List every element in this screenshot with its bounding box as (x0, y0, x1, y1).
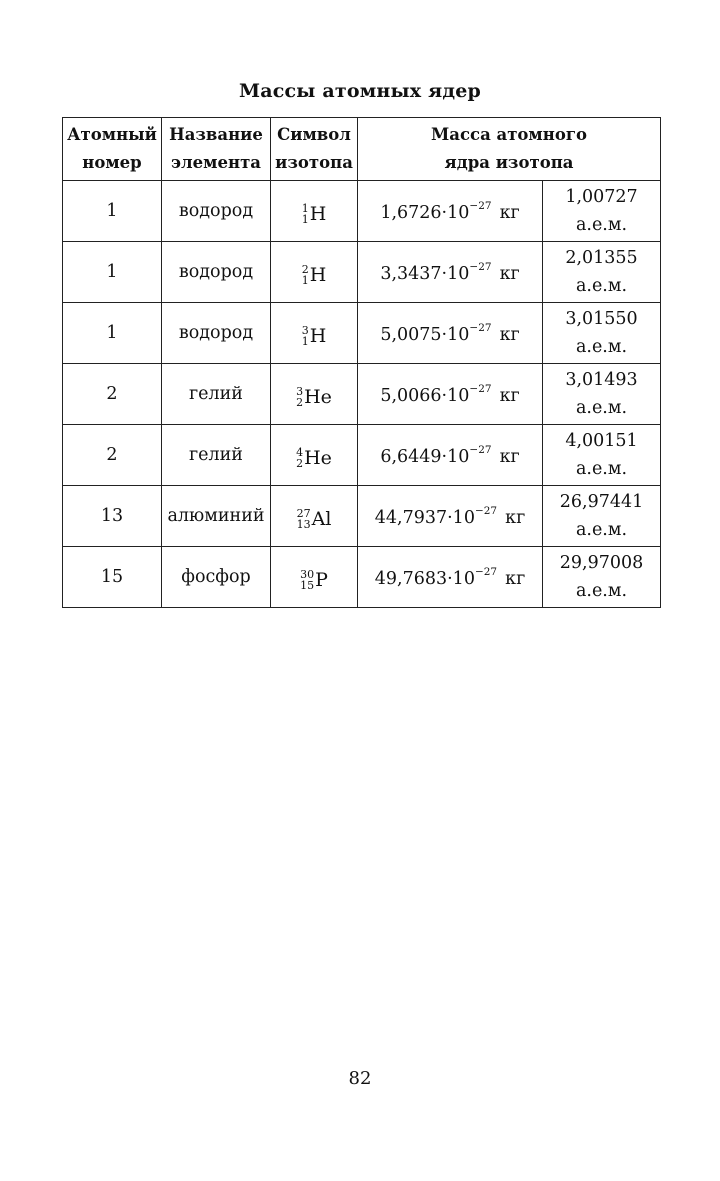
mass-number: 2 (301, 263, 309, 276)
mass-amu-cell (543, 425, 661, 486)
amu-unit: а.е.м. (575, 215, 628, 235)
element-symbol: H (309, 264, 327, 286)
amu-unit: а.е.м. (575, 459, 628, 479)
table-row (63, 181, 661, 242)
charge-number: 2 (296, 457, 304, 470)
nuclide-notation (302, 203, 327, 225)
table-row (63, 486, 661, 547)
mass-exponent: −27 (469, 321, 492, 334)
element-symbol: H (309, 325, 327, 347)
element-name-cell: гелий (162, 364, 271, 425)
mass-exponent: −27 (469, 443, 492, 456)
atomic-number-cell: 15 (63, 547, 162, 608)
amu-unit: а.е.м. (575, 581, 628, 601)
amu-unit: а.е.м. (575, 276, 628, 296)
mass-unit: кг (499, 324, 520, 345)
mass-kg-cell (358, 425, 543, 486)
mass-unit: кг (499, 446, 520, 467)
isotope-symbol-cell (271, 547, 358, 608)
atomic-number-cell: 2 (63, 364, 162, 425)
mass-amu-cell (543, 303, 661, 364)
nuclide-indices (302, 264, 309, 286)
mass-exponent: −27 (469, 260, 492, 273)
header-isotope-symbol (271, 118, 358, 181)
mass-kg-value (374, 565, 526, 589)
mass-kg-cell (358, 547, 543, 608)
element-symbol: H (309, 203, 327, 225)
mass-amu-cell (543, 486, 661, 547)
element-name-cell: алюминий (162, 486, 271, 547)
amu-value: 26,97441 (559, 492, 644, 512)
element-name-cell: водород (162, 303, 271, 364)
amu-unit: а.е.м. (575, 398, 628, 418)
table-row (63, 242, 661, 303)
table-row (63, 364, 661, 425)
mass-kg-value (374, 504, 526, 528)
mass-kg-cell (358, 364, 543, 425)
charge-number: 15 (300, 579, 315, 592)
mass-unit: кг (499, 202, 520, 223)
isotope-symbol-cell (271, 242, 358, 303)
header-isotope-symbol-line2: изотопа (275, 153, 353, 172)
charge-number: 1 (301, 274, 309, 287)
mass-mantissa: 5,0075·10 (380, 324, 470, 345)
header-atomic-number-line2: номер (82, 153, 142, 172)
mass-unit: кг (505, 568, 526, 589)
mass-kg-value (380, 321, 520, 345)
nuclide-indices (296, 386, 303, 408)
mass-exponent: −27 (474, 565, 498, 578)
table-row (63, 547, 661, 608)
nuclide-indices (302, 203, 309, 225)
element-symbol: He (304, 447, 332, 469)
header-element-name-line2: элемента (170, 153, 261, 172)
amu-value: 3,01550 (565, 309, 638, 329)
mass-number: 30 (300, 568, 315, 581)
nuclide-notation (297, 508, 332, 530)
nuclide-notation (300, 569, 328, 591)
amu-value: 3,01493 (565, 370, 638, 390)
element-symbol: P (315, 569, 328, 591)
isotope-symbol-cell (271, 486, 358, 547)
charge-number: 1 (301, 335, 309, 348)
element-name-cell: фосфор (162, 547, 271, 608)
nuclide-notation (302, 264, 327, 286)
header-element-name (162, 118, 271, 181)
charge-number: 1 (301, 213, 309, 226)
mass-exponent: −27 (474, 504, 498, 517)
element-symbol: Al (311, 508, 332, 530)
mass-kg-value (380, 382, 520, 406)
charge-number: 13 (296, 518, 311, 531)
table-header-row (63, 118, 661, 181)
nuclide-indices (300, 569, 314, 591)
mass-mantissa: 3,3437·10 (380, 263, 470, 284)
amu-value: 2,01355 (565, 248, 638, 268)
amu-unit: а.е.м. (575, 520, 628, 540)
header-nucleus-mass (358, 118, 661, 181)
amu-unit: а.е.м. (575, 337, 628, 357)
header-nucleus-mass-line2: ядра изотопа (444, 153, 574, 172)
charge-number: 2 (296, 396, 304, 409)
table-body (63, 181, 661, 608)
mass-kg-value (380, 199, 520, 223)
mass-kg-value (380, 443, 520, 467)
atomic-number-cell: 1 (63, 303, 162, 364)
header-atomic-number (63, 118, 162, 181)
mass-unit: кг (499, 385, 520, 406)
nuclide-notation (302, 325, 327, 347)
mass-amu-cell (543, 242, 661, 303)
header-nucleus-mass-line1: Масса атомного (431, 125, 587, 144)
element-name-cell: гелий (162, 425, 271, 486)
nuclide-notation (296, 447, 332, 469)
mass-unit: кг (505, 507, 526, 528)
mass-mantissa: 44,7937·10 (374, 507, 475, 528)
isotope-symbol-cell (271, 303, 358, 364)
header-atomic-number-line1: Атомный (67, 125, 157, 144)
mass-mantissa: 1,6726·10 (380, 202, 470, 223)
nuclide-indices (296, 447, 303, 469)
isotope-symbol-cell (271, 425, 358, 486)
element-name-cell: водород (162, 181, 271, 242)
mass-unit: кг (499, 263, 520, 284)
mass-kg-cell (358, 242, 543, 303)
mass-exponent: −27 (469, 199, 492, 212)
mass-number: 3 (296, 385, 304, 398)
table-row (63, 425, 661, 486)
mass-amu-cell (543, 364, 661, 425)
nuclear-masses-table (62, 117, 661, 608)
nuclide-indices (302, 325, 309, 347)
element-symbol: He (304, 386, 332, 408)
nuclide-notation (296, 386, 332, 408)
atomic-number-cell: 2 (63, 425, 162, 486)
atomic-number-cell: 1 (63, 181, 162, 242)
mass-number: 1 (301, 202, 309, 215)
header-isotope-symbol-line1: Символ (277, 125, 351, 144)
mass-number: 4 (296, 446, 304, 459)
isotope-symbol-cell (271, 181, 358, 242)
mass-number: 3 (301, 324, 309, 337)
page-number: 82 (348, 1068, 372, 1089)
mass-mantissa: 6,6449·10 (380, 446, 470, 467)
amu-value: 1,00727 (565, 187, 638, 207)
mass-mantissa: 49,7683·10 (374, 568, 475, 589)
amu-value: 29,97008 (559, 553, 644, 573)
mass-kg-cell (358, 303, 543, 364)
isotope-symbol-cell (271, 364, 358, 425)
atomic-number-cell: 13 (63, 486, 162, 547)
table-title: Массы атомных ядер (239, 80, 481, 102)
mass-kg-cell (358, 181, 543, 242)
mass-kg-cell (358, 486, 543, 547)
mass-amu-cell (543, 547, 661, 608)
mass-exponent: −27 (469, 382, 492, 395)
mass-kg-value (380, 260, 520, 284)
mass-number: 27 (296, 507, 311, 520)
table-row (63, 303, 661, 364)
header-element-name-line1: Название (169, 125, 263, 144)
mass-mantissa: 5,0066·10 (380, 385, 470, 406)
mass-amu-cell (543, 181, 661, 242)
nuclide-indices (297, 508, 311, 530)
amu-value: 4,00151 (565, 431, 638, 451)
element-name-cell: водород (162, 242, 271, 303)
atomic-number-cell: 1 (63, 242, 162, 303)
